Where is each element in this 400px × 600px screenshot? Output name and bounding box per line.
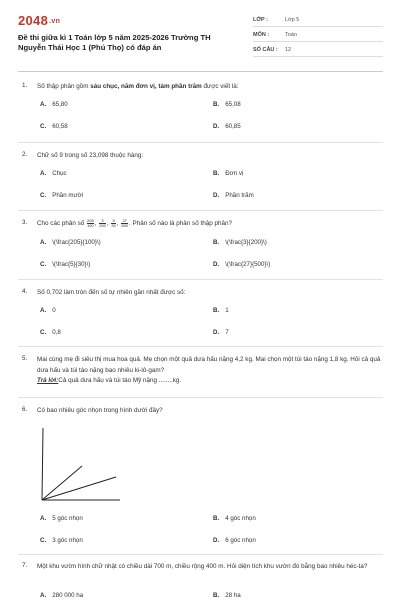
ray-3 [42, 477, 116, 500]
answer-blank[interactable]: Cả quả dưa hấu và túi táo Mỹ nặng ........kg. [58, 377, 182, 384]
question-text: Cho các phân số $\frac{205}{100}$ , $\frac{3}{200}$ , $\frac{5}{30}$ , $\frac{27}{500}$ . Phân số nào là phân số thập phân? [37, 218, 232, 228]
fraction: $\frac{5}{30}$ [111, 218, 116, 228]
question-text: Một khu vườn hình chữ nhật có chiều dài 700 m, chiều rộng 400 m. Hỏi diện tích khu vườn đó bằng bao nhiêu héc-ta? [37, 563, 368, 570]
q4-option-c[interactable]: C. 0,8 [40, 329, 61, 336]
question-separator [18, 554, 383, 555]
question-separator [18, 279, 383, 280]
fraction: $\frac{3}{200}$ [99, 218, 106, 228]
q3-option-b[interactable]: B. \(\frac{3}{200}\) [213, 239, 267, 246]
q6-option-c[interactable]: C. 3 góc nhọn [40, 537, 83, 544]
question-separator [18, 142, 383, 143]
ray-2 [42, 466, 82, 500]
angle-figure [36, 424, 126, 504]
q2-option-d[interactable]: D. Phần trăm [213, 192, 254, 199]
question-separator [18, 397, 383, 398]
question-text: Số thập phân gồm sáu chục, năm đơn vị, tám phần trăm được viết là: [37, 83, 239, 90]
question-text: Chữ số 9 trong số 23,098 thuộc hàng: [37, 152, 144, 159]
answer-label: Trả lời: [37, 377, 59, 384]
meta-class: LỚP : Lớp 5 [253, 15, 383, 27]
question-separator [18, 210, 383, 211]
q3-option-d[interactable]: D. \(\frac{27}{500}\) [213, 261, 271, 268]
document-title: Đề thi giữa kì 1 Toán lớp 5 năm 2025-2026 Trường TH Nguyễn Thái Học 1 (Phú Thọ) có đáp án [18, 33, 211, 52]
question-text: Số 0,702 làm tròn đến số tự nhiên gần nhất được số: [37, 289, 186, 296]
page-header [0, 0, 400, 65]
question-text: Mai cùng mẹ đi siêu thị mua hoa quả. Mẹ chọn một quả dưa hấu nặng 4,2 kg. Mai chọn một túi táo nặng 1,8 kg. Hỏi cả quả dưa hấu và túi táo nặng bao nhiêu ki-lô-gam? Trả lời:Cả quả dưa hấu và túi táo Mỹ nặng ........kg. [37, 356, 381, 384]
ray-1 [42, 428, 43, 500]
q6-option-b[interactable]: B. 4 góc nhọn [213, 515, 256, 522]
q1-option-c[interactable]: C. 60,58 [40, 123, 68, 130]
q4-option-d[interactable]: D. 7 [213, 329, 229, 336]
q3-option-a[interactable]: A. \(\frac{205}{100}\) [40, 239, 101, 246]
q2-option-c[interactable]: C. Phần mười [40, 192, 84, 199]
q4-option-b[interactable]: B. 1 [213, 307, 229, 314]
meta-question-count: SỐ CÂU : 12 [253, 45, 383, 57]
q6-option-a[interactable]: A. 5 góc nhọn [40, 515, 83, 522]
q1-option-d[interactable]: D. 60,85 [213, 123, 241, 130]
q6-option-d[interactable]: D. 6 góc nhọn [213, 537, 256, 544]
q2-option-a[interactable]: A. Chục [40, 170, 67, 177]
site-logo[interactable]: 2048.vn [18, 13, 61, 28]
meta-subject: MÔN : Toán [253, 30, 383, 42]
question-text: Có bao nhiêu góc nhọn trong hình dưới đây? [37, 407, 163, 414]
q7-option-a[interactable]: A. 280 000 ha [40, 592, 84, 599]
fraction: $\frac{205}{100}$ [87, 218, 94, 228]
q1-option-a[interactable]: A. 65,80 [40, 101, 68, 108]
fraction: $\frac{27}{500}$ [121, 218, 129, 228]
question-separator [18, 346, 383, 347]
q1-option-b[interactable]: B. 65,08 [213, 101, 241, 108]
q7-option-b[interactable]: B. 28 ha [213, 592, 241, 599]
q2-option-b[interactable]: B. Đơn vị [213, 170, 244, 177]
q3-option-c[interactable]: C. \(\frac{5}{30}\) [40, 261, 91, 268]
header-divider [18, 71, 383, 72]
q4-option-a[interactable]: A. 0 [40, 307, 56, 314]
